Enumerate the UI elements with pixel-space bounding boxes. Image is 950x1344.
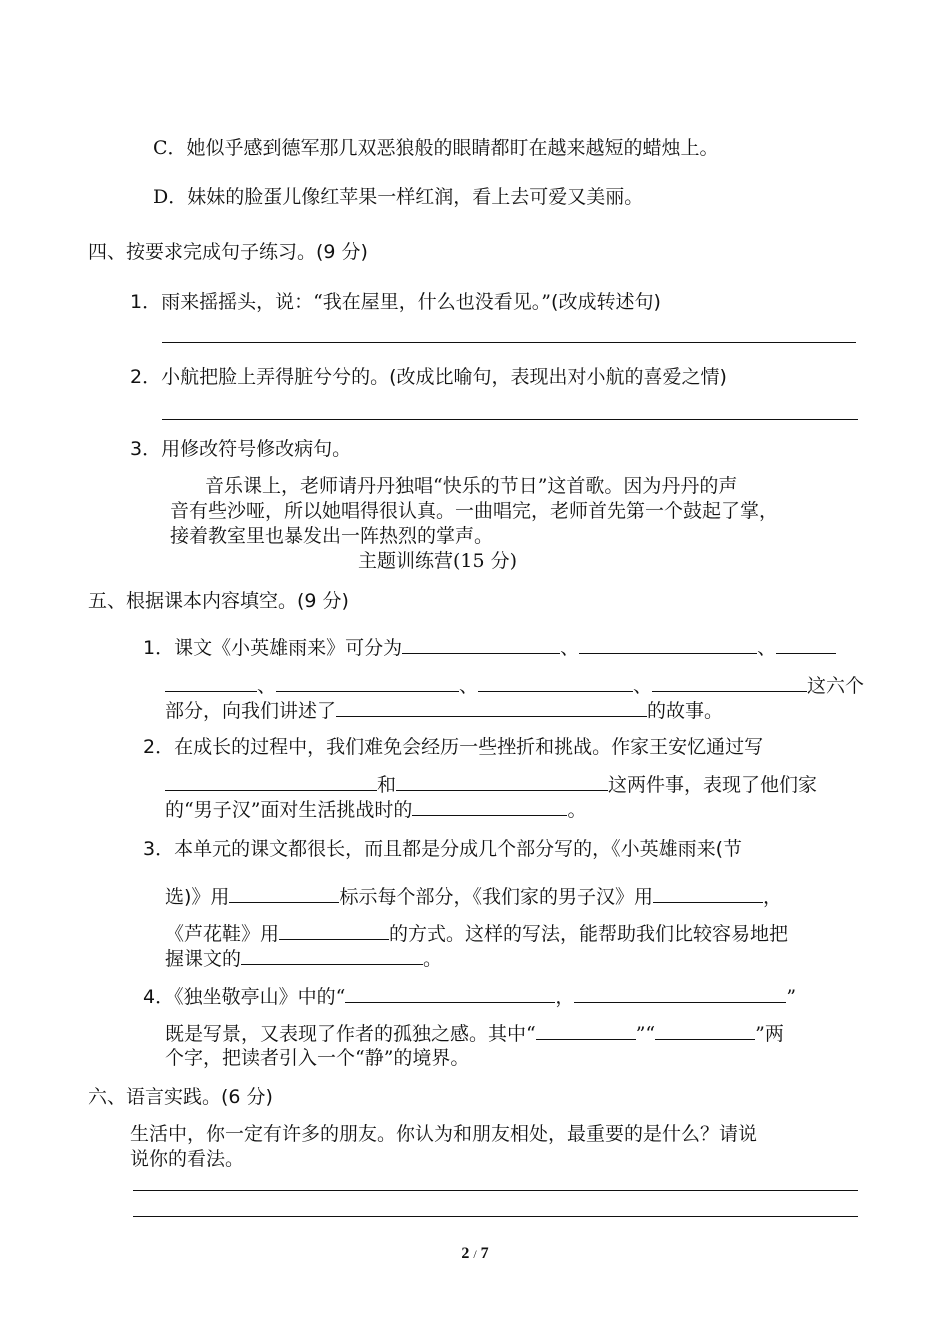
s5-q1-line2 [165,673,864,698]
s5-q3-line4 [165,946,442,971]
passage-line-1: 音乐课上，老师请丹丹独唱“快乐的节日”这首歌。因为丹丹的声 [205,475,738,497]
s5-q2-line3 [165,797,586,822]
blank[interactable] [653,884,763,903]
blank[interactable] [279,921,389,940]
s6-answer-line-2[interactable] [133,1216,858,1217]
s4-q1 [130,290,661,314]
s5-sep: 、 [560,637,580,659]
s4-q2-num: 2． [130,366,162,388]
s4-q2-req: (改成比喻句，表现出对小航的喜爱之情) [389,366,727,388]
s5-q4-text4: 既是写景，又表现了作者的孤独之感。其中“ [165,1023,536,1045]
s4-q3 [130,437,351,461]
s5-q4-text5: ”“ [635,1023,656,1045]
section6-heading: 六、语言实践。(6 分) [88,1086,273,1108]
camp-title: 主题训练营(15 分) [358,550,518,572]
s5-q3-line2 [165,884,782,909]
s4-q1-text: 雨来摇摇头，说：“我在屋里，什么也没看见。” [161,291,552,313]
passage-line-3: 接着教室里也暴发出一阵热烈的掌声。 [170,525,494,547]
s4-q2 [130,365,727,389]
s5-q3-text2a: 选) [165,886,192,908]
s5-q3-text6: 的方式。这样的写法，能帮助我们比较容易地把 [389,923,789,945]
s5-q3-line1 [143,837,742,861]
s5-q4-num: 4． [143,986,175,1008]
blank[interactable] [652,673,807,692]
s5-q2-text2: 和 [377,774,397,796]
s5-q4-text7: 个字，把读者引入一个“静”的境界。 [165,1047,470,1069]
blank[interactable] [579,635,757,654]
s4-q3-text: 用修改符号修改病句。 [161,438,352,460]
option-c: C．她似乎感到德军那几双恶狼般的眼睛都盯在越来越短的蜡烛上。 [153,137,719,159]
s4-q3-num: 3． [130,438,162,460]
blank[interactable] [276,673,459,692]
s4-q1-answer-line[interactable] [162,342,856,343]
s5-q1-text4: 的故事。 [647,700,724,722]
blank[interactable] [229,884,339,903]
blank[interactable] [478,673,633,692]
page-sep: / [473,1247,477,1261]
section5-heading: 五、根据课本内容填空。(9 分) [88,590,349,612]
blank[interactable] [241,946,423,965]
s6-answer-line-1[interactable] [133,1190,858,1191]
option-d: D．妹妹的脸蛋儿像红苹果一样红润，看上去可爱又美丽。 [153,186,644,208]
s5-q3-num: 3． [143,838,175,860]
s5-q1-text: 课文《小英雄雨来》可分为 [174,637,403,659]
s5-q2-text: 在成长的过程中，我们难免会经历一些挫折和挑战。作家王安忆通过写 [174,736,764,758]
section4-heading: 四、按要求完成句子练习。(9 分) [88,241,368,263]
s5-q4-text6: ”两 [755,1023,784,1045]
s5-sep: 、 [633,675,653,697]
s4-q2-text: 小航把脸上弄得脏兮兮的。 [161,366,390,388]
current-page: 2 [461,1245,470,1262]
s5-q2-text3: 这两件事，表现了他们家 [608,774,818,796]
s4-q1-req: (改成转述句) [551,291,661,313]
s5-q4-line1 [143,984,796,1009]
s5-q4-text: 《独坐敬亭山》中的“ [174,986,346,1008]
s5-q3-text2: 》用 [191,886,230,908]
s5-sep: 、 [757,637,777,659]
s5-q3-text3: 标示每个部分，《我们家的男子汉》用 [339,886,653,908]
s6-line2: 说你的看法。 [130,1148,245,1170]
s5-q4-text3: ” [786,986,797,1008]
s4-q1-num: 1． [130,291,162,313]
s5-sep: 、 [459,675,479,697]
passage-line-2: 音有些沙哑，所以她唱得很认真。一曲唱完，老师首先第一个鼓起了掌， [170,500,779,522]
s5-q4-text2: ， [555,986,575,1008]
s5-q1-text2: 这六个 [807,675,865,697]
blank[interactable] [402,635,560,654]
total-pages: 7 [480,1245,489,1262]
s5-q2-text5: 。 [567,799,587,821]
blank[interactable] [412,797,567,816]
s4-q2-answer-line[interactable] [162,419,858,420]
s5-q3-text: 本单元的课文都很长，而且都是分成几个部分写的，《小英雄雨来 [174,838,716,860]
blank[interactable] [776,635,836,654]
s5-q3-text7: 握课文的 [165,948,242,970]
s5-q2-num: 2． [143,736,175,758]
s5-q1-num: 1． [143,637,175,659]
s5-q1-line3 [165,698,723,723]
s5-q2-text4: 的“男子汉”面对生活挑战时的 [165,799,413,821]
s5-q2-line2 [165,772,817,797]
s5-q1-text3: 部分，向我们讲述了 [165,700,337,722]
s5-q3-line3 [165,921,788,946]
blank[interactable] [165,772,377,791]
page-number [0,1245,950,1263]
s5-q3-text-b: (节 [715,838,743,860]
blank[interactable] [536,1021,636,1040]
blank[interactable] [336,698,647,717]
s5-q3-text8: 。 [423,948,443,970]
blank[interactable] [396,772,608,791]
s5-q2-line1 [143,735,763,759]
s6-line1: 生活中，你一定有许多的朋友。你认为和朋友相处，最重要的是什么？请说 [130,1123,758,1145]
s5-q1-line1 [143,635,836,660]
s5-q3-text5: 《芦花鞋》用 [165,923,280,945]
blank[interactable] [574,984,786,1003]
blank[interactable] [345,984,555,1003]
blank[interactable] [655,1021,755,1040]
s5-sep: 、 [257,675,277,697]
blank[interactable] [165,673,257,692]
s5-q4-line3 [165,1046,469,1070]
s5-q3-text4: ， [762,886,782,908]
s5-q4-line2 [165,1021,784,1046]
